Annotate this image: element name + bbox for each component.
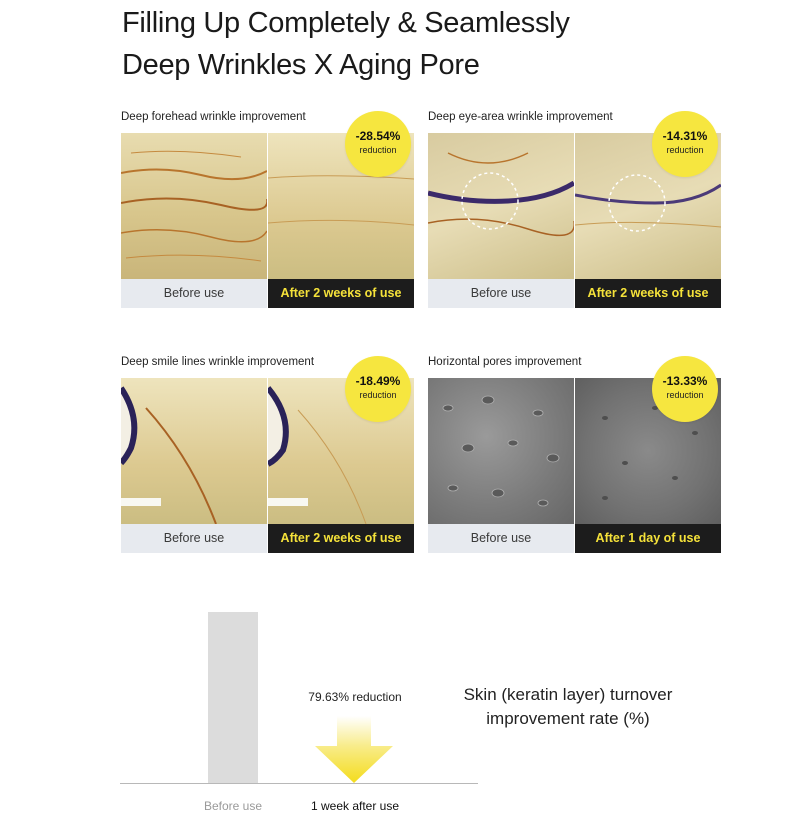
panel-title: Deep forehead wrinkle improvement bbox=[121, 111, 306, 123]
panel-forehead bbox=[121, 111, 417, 311]
reduction-badge bbox=[345, 111, 411, 177]
before-caption: Before use bbox=[428, 279, 574, 308]
before-photo bbox=[121, 378, 267, 524]
reduction-annotation: 79.63% reduction bbox=[308, 690, 402, 704]
panel-smile-lines bbox=[121, 356, 417, 556]
before-caption: Before use bbox=[121, 524, 267, 553]
bar-before-use bbox=[208, 612, 258, 783]
after-caption: After 2 weeks of use bbox=[268, 279, 414, 308]
before-caption: Before use bbox=[428, 524, 574, 553]
before-photo bbox=[428, 133, 574, 279]
after-caption: After 2 weeks of use bbox=[268, 524, 414, 553]
badge-value: -28.54% bbox=[355, 129, 401, 143]
chart-title: Skin (keratin layer) turnover improvement rate (%) bbox=[463, 685, 673, 728]
headline bbox=[122, 2, 570, 86]
panel-title: Horizontal pores improvement bbox=[428, 356, 582, 368]
badge-value: -18.49% bbox=[355, 374, 401, 388]
headline-line-1: Filling Up Completely & Seamlessly bbox=[122, 7, 570, 39]
reduction-badge bbox=[345, 356, 411, 422]
badge-label: reduction bbox=[359, 145, 397, 155]
panel-title: Deep eye-area wrinkle improvement bbox=[428, 111, 613, 123]
x-tick-before: Before use bbox=[203, 799, 263, 813]
x-tick-after: 1 week after use bbox=[310, 799, 400, 813]
down-arrow-icon bbox=[315, 716, 393, 783]
chart-axis bbox=[120, 783, 478, 784]
reduction-badge bbox=[652, 111, 718, 177]
reduction-badge bbox=[652, 356, 718, 422]
before-photo bbox=[428, 378, 574, 524]
badge-value: -14.31% bbox=[662, 129, 708, 143]
panel-pores bbox=[428, 356, 724, 556]
before-caption: Before use bbox=[121, 279, 267, 308]
badge-label: reduction bbox=[359, 390, 397, 400]
panel-eye-area bbox=[428, 111, 724, 311]
headline-line-2: Deep Wrinkles X Aging Pore bbox=[122, 49, 480, 81]
after-caption: After 2 weeks of use bbox=[575, 279, 721, 308]
before-photo bbox=[121, 133, 267, 279]
badge-label: reduction bbox=[666, 390, 704, 400]
after-caption: After 1 day of use bbox=[575, 524, 721, 553]
panel-title: Deep smile lines wrinkle improvement bbox=[121, 356, 315, 368]
badge-value: -13.33% bbox=[662, 374, 708, 388]
badge-label: reduction bbox=[666, 145, 704, 155]
